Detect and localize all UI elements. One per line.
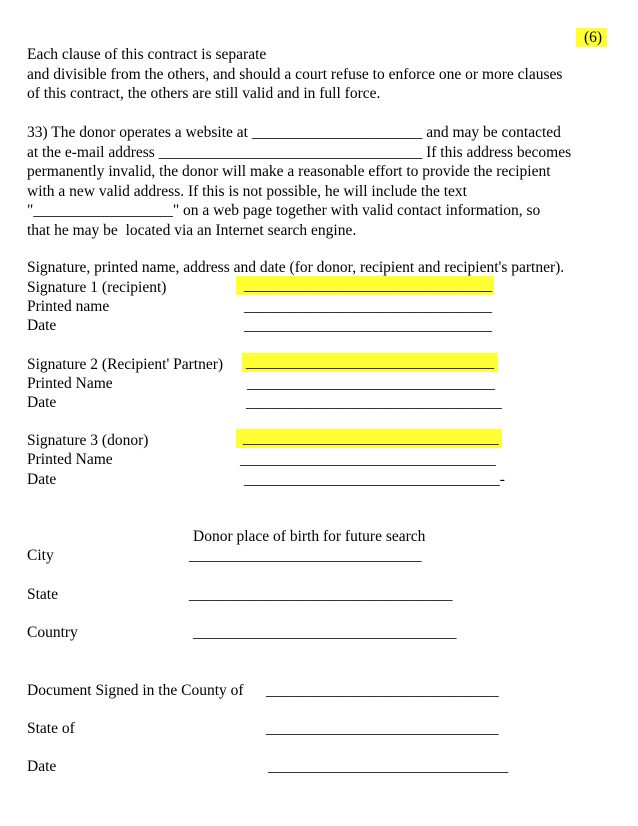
clause-33-line: "__________________" on a web page together with valid contact information, so xyxy=(27,202,541,219)
sig2-label: Signature 2 (Recipient' Partner) xyxy=(27,356,224,373)
county-label: Document Signed in the County of xyxy=(27,682,244,699)
signed-state-line[interactable]: ______________________________ xyxy=(266,720,499,737)
clause-intro-line: and divisible from the others, and should a court refuse to enforce one or more clauses xyxy=(27,65,563,83)
birth-heading: Donor place of birth for future search xyxy=(193,528,426,545)
signed-date-line[interactable]: _______________________________ xyxy=(268,758,509,775)
sig3-signature-line[interactable]: _________________________________ xyxy=(236,429,502,448)
clause-33-line: 33) The donor operates a website at ______________________ and may be contacted xyxy=(27,124,561,141)
birth-city-label: City xyxy=(27,547,54,564)
clause-33-line: at the e-mail address __________________________________ If this address becomes xyxy=(27,143,572,161)
birth-country-label: Country xyxy=(27,624,78,641)
birth-state-line[interactable]: __________________________________ xyxy=(189,586,453,603)
sig2-printed-line[interactable]: ________________________________ xyxy=(247,375,495,392)
sig1-date-line[interactable]: ________________________________ xyxy=(244,317,492,334)
sig1-printed-label: Printed name xyxy=(27,298,110,315)
sig1-date-label: Date xyxy=(27,317,57,334)
sig1-label: Signature 1 (recipient) xyxy=(27,279,167,296)
sig3-printed-line[interactable]: _________________________________ xyxy=(240,451,496,468)
sig1-signature-line[interactable]: ________________________________ xyxy=(236,276,494,295)
sig3-printed-label: Printed Name xyxy=(27,451,113,468)
birth-country-line[interactable]: __________________________________ xyxy=(193,624,457,641)
clause-intro-line: of this contract, the others are still valid and in full force. xyxy=(27,85,381,102)
clause-intro xyxy=(27,45,619,104)
sig1-printed-line[interactable]: ________________________________ xyxy=(244,298,492,315)
county-line[interactable]: ______________________________ xyxy=(266,682,499,699)
signed-state-label: State of xyxy=(27,720,75,737)
clause-intro-line: Each clause of this contract is separate xyxy=(27,46,267,63)
sig3-date-label: Date xyxy=(27,471,57,488)
sig2-printed-label: Printed Name xyxy=(27,375,113,392)
page-number: (6) xyxy=(576,28,607,47)
sig2-signature-line[interactable]: ________________________________ xyxy=(242,353,498,372)
sig2-date-line[interactable]: _________________________________ xyxy=(246,394,502,411)
clause-33-line: that he may be located via an Internet search engine. xyxy=(27,221,357,239)
clause-33-line: with a new valid address. If this is not possible, he will include the text xyxy=(27,182,467,200)
sig3-label: Signature 3 (donor) xyxy=(27,432,149,449)
sig3-date-line[interactable]: _________________________________- xyxy=(244,471,505,488)
clause-33 xyxy=(27,123,619,240)
sig2-date-label: Date xyxy=(27,394,57,411)
birth-state-label: State xyxy=(27,586,58,603)
clause-33-line: permanently invalid, the donor will make a reasonable effort to provide the recipient xyxy=(27,163,551,180)
signed-date-label: Date xyxy=(27,758,57,775)
birth-city-line[interactable]: ______________________________ xyxy=(189,547,422,564)
signature-heading: Signature, printed name, address and date (for donor, recipient and recipient's partner). xyxy=(27,259,565,276)
